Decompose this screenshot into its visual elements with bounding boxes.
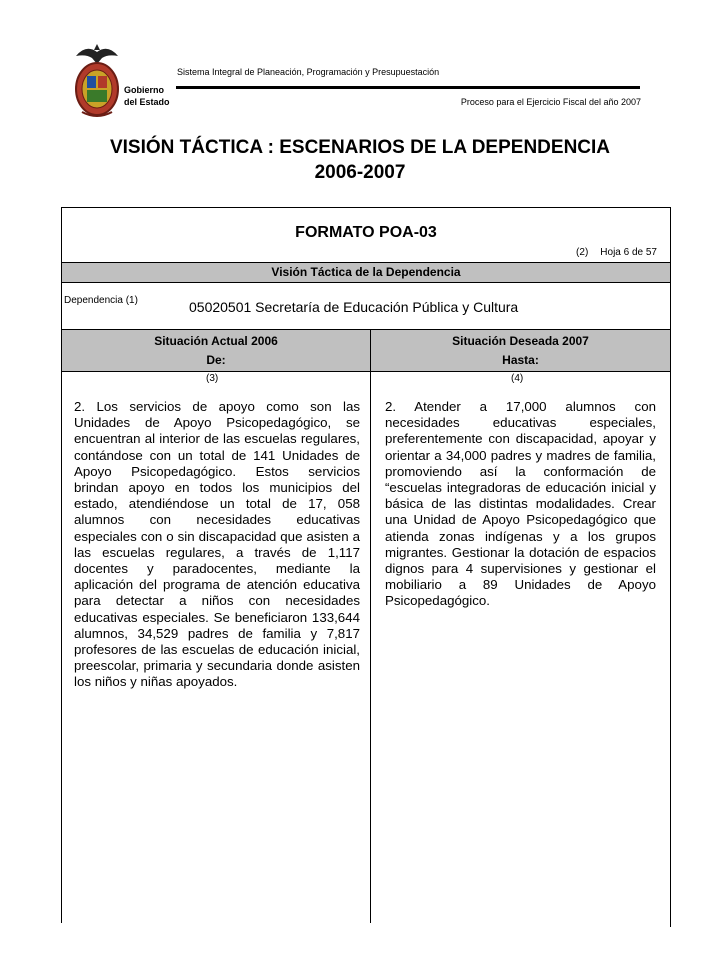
desired-situation-until: Hasta:	[502, 353, 539, 367]
form-box-right-edge	[670, 207, 671, 927]
page-number: Hoja 6 de 57	[600, 247, 657, 258]
desired-situation-text: 2. Atender a 17,000 alumnos con necesidades educativas especiales, preferentemente con discapacidad, apoyar y orientar a 34,000 padres y madres de familia, promoviendo así la conformación de “escuelas integradoras de educación inicial y básica de las distintas modalidades. Crear una Unidad de Apoyo Psicopedagógico que atienda zonas indígenas y a los grupos migrantes. Gestionar la dotación de espacios dignos para 4 supervisiones y gestionar el mobiliario a 89 Unidades de Apoyo Psicopedagógico.	[385, 399, 656, 609]
current-situation-from: De:	[206, 353, 226, 367]
government-line-2: del Estado	[124, 97, 170, 107]
desired-situation-ref: (4)	[511, 373, 524, 384]
situation-header	[62, 329, 670, 372]
dependency-label: Dependencia (1)	[64, 295, 138, 306]
government-label	[124, 84, 170, 108]
page-counter	[564, 247, 657, 258]
state-seal-icon	[72, 42, 122, 118]
header-rule	[176, 86, 640, 89]
dependency-value: 05020501 Secretaría de Educación Pública y Cultura	[189, 299, 519, 315]
desired-situation-header	[371, 332, 670, 370]
page-title	[0, 135, 720, 185]
system-name: Sistema Integral de Planeación, Programación y Presupuestación	[177, 67, 440, 77]
current-situation-title: Situación Actual 2006	[154, 334, 278, 348]
page-ref: (2)	[576, 247, 589, 258]
current-situation-ref: (3)	[206, 373, 219, 384]
current-situation-text: 2. Los servicios de apoyo como son las Unidades de Apoyo Psicopedagógico, se encuentran al interior de las escuelas regulares, contándose con un total de 141 Unidades de Apoyo Psicopedagógico. Estos servicios brindan apoyo en todos los municipios del estado, atendiéndose un total de 17, 058 alumnos con necesidades educativas especiales con o sin discapacidad que asisten a las escuelas regulares, a través de 1,117 docentes y paradocentes, mediante la aplicación del programa de atención educativa para detectar a niños con necesidades educativas especiales. Se beneficiaron 133,644 alumnos, 34,529 padres de familia y 7,817 profesores de las escuelas de educación inicial, preescolar, primaria y secundaria donde asisten los niños y niñas apoyados.	[74, 399, 360, 690]
column-divider	[370, 329, 371, 923]
section-title: Visión Táctica de la Dependencia	[62, 262, 670, 283]
desired-situation-title: Situación Deseada 2007	[452, 334, 589, 348]
process-label: Proceso para el Ejercicio Fiscal del año 2007	[460, 97, 641, 107]
form-name: FORMATO POA-03	[295, 224, 437, 241]
page-title-line-1: VISIÓN TÁCTICA : ESCENARIOS DE LA DEPENDENCIA	[109, 137, 611, 158]
page-title-line-2: 2006-2007	[314, 162, 406, 183]
government-line-1: Gobierno	[124, 85, 164, 95]
current-situation-header	[62, 332, 370, 370]
